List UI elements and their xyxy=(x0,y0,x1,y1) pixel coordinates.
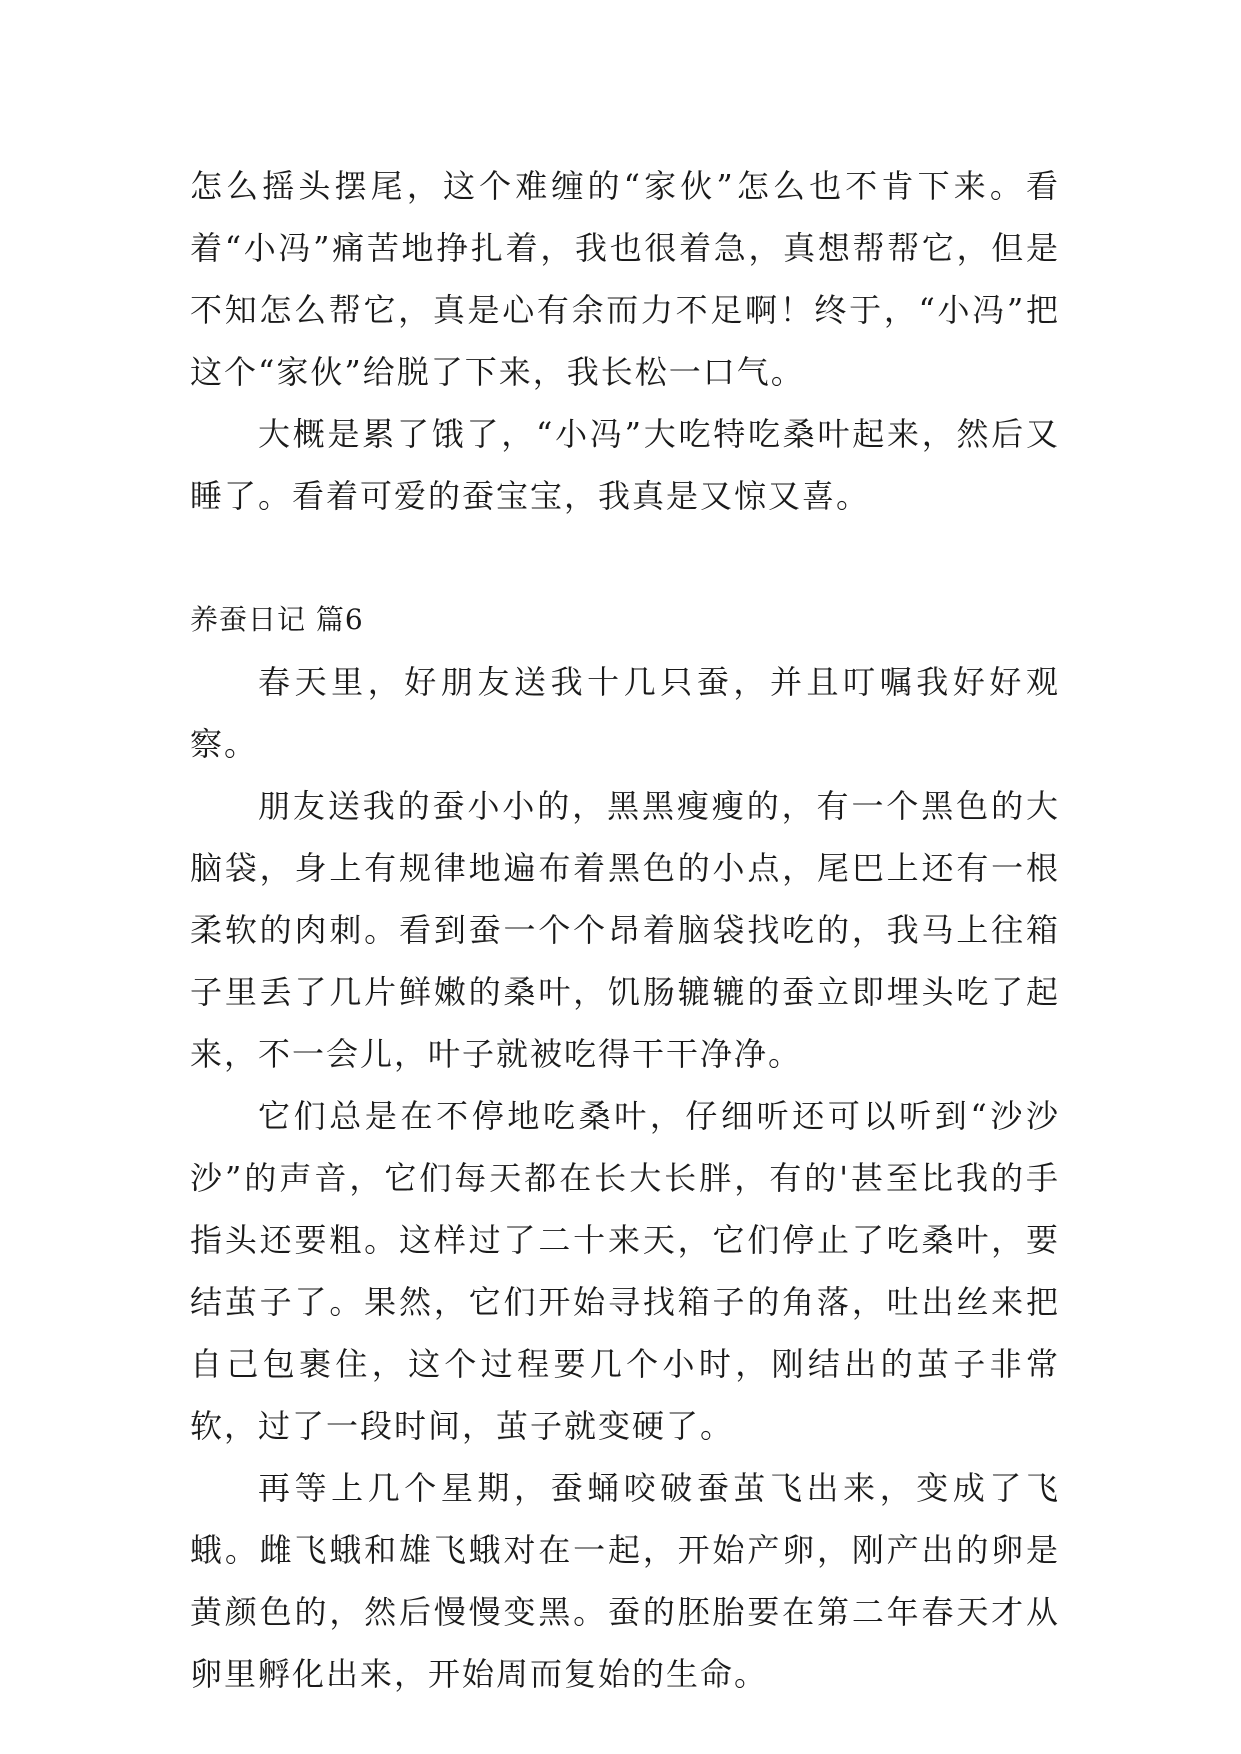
section-title: 养蚕日记 篇6 xyxy=(190,603,364,636)
paragraph-continued-1: 怎么摇头摆尾，这个难缠的“家伙”怎么也不肯下来。看着“小冯”痛苦地挣扎着，我也很着急，真想帮帮它，但是不知怎么帮它，真是心有余而力不足啊！终于，“小冯”把这个“家伙”给脱了下来，我长松一口气。 xyxy=(190,167,1060,391)
section-gap xyxy=(190,527,1060,589)
paragraph-section-4: 再等上几个星期，蚕蛹咬破蚕茧飞出来，变成了飞蛾。雌飞蛾和雄飞蛾对在一起，开始产卵，刚产出的卵是黄颜色的，然后慢慢变黑。蚕的胚胎要在第二年春天才从卵里孵化出来，开始周而复始的生命。 xyxy=(190,1469,1060,1693)
paragraph-continued-2: 大概是累了饿了，“小冯”大吃特吃桑叶起来，然后又睡了。看着可爱的蚕宝宝，我真是又惊又喜。 xyxy=(190,415,1060,515)
paragraph-section-2: 朋友送我的蚕小小的，黑黑瘦瘦的，有一个黑色的大脑袋，身上有规律地遍布着黑色的小点，尾巴上还有一根柔软的肉刺。看到蚕一个个昂着脑袋找吃的，我马上往箱子里丢了几片鲜嫩的桑叶，饥肠辘辘的蚕立即埋头吃了起来，不一会儿，叶子就被吃得干干净净。 xyxy=(190,787,1060,1073)
paragraph-section-1: 春天里，好朋友送我十几只蚕，并且叮嘱我好好观察。 xyxy=(190,663,1060,763)
document-body xyxy=(190,155,1060,1705)
paragraph-section-3: 它们总是在不停地吃桑叶，仔细听还可以听到“沙沙沙”的声音，它们每天都在长大长胖，有的'甚至比我的手指头还要粗。这样过了二十来天，它们停止了吃桑叶，要结茧子了。果然，它们开始寻找箱子的角落，吐出丝来把自己包裹住，这个过程要几个小时，刚结出的茧子非常软，过了一段时间，茧子就变硬了。 xyxy=(190,1097,1060,1445)
